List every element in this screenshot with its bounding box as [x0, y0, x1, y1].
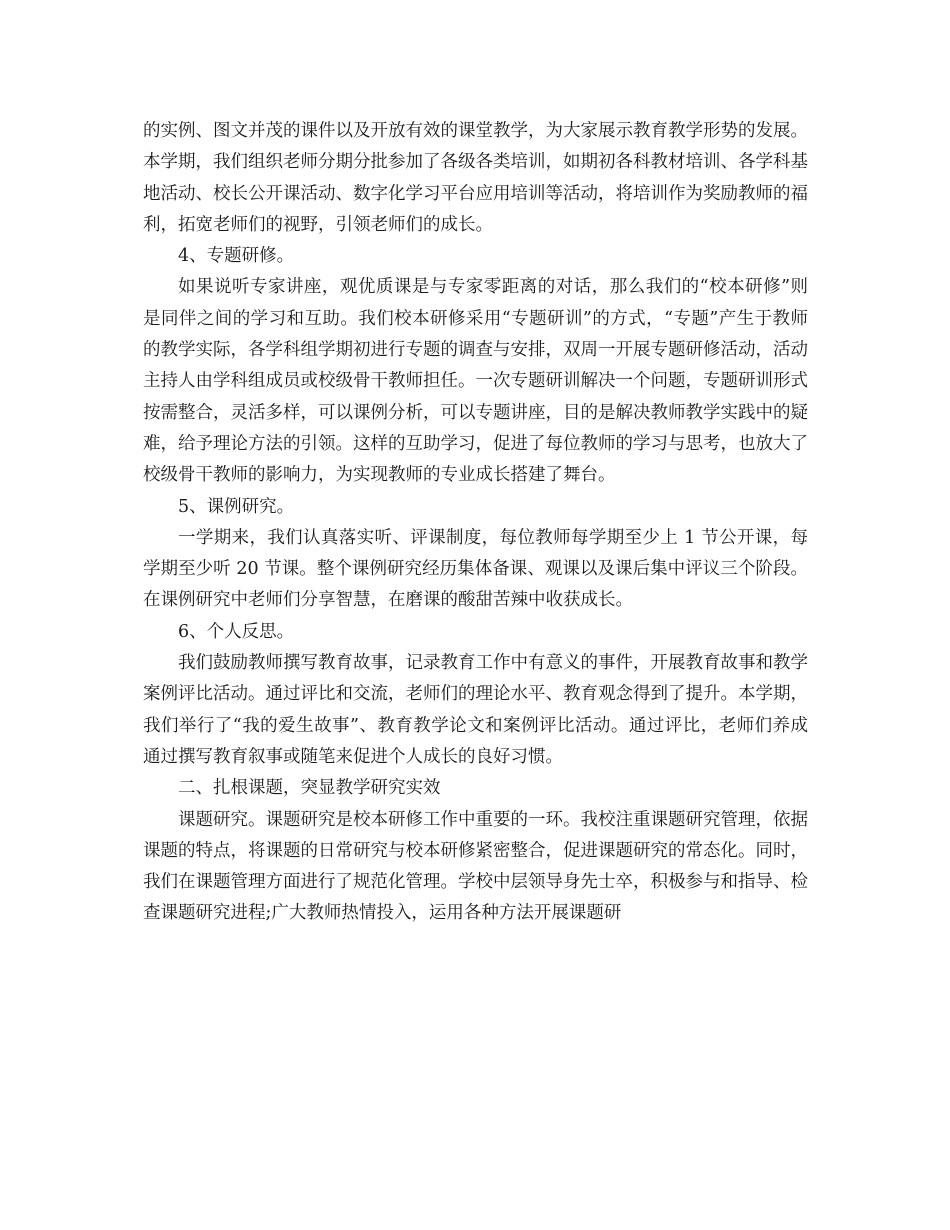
paragraph-personal-reflection: 我们鼓励教师撰写教育故事，记录教育工作中有意义的事件，开展教育故事和教学案例评比活动。通过评比和交流，老师们的理论水平、教育观念得到了提升。本学期，我们举行了“我的爱生故事”、教育教学论文和案例评比活动。通过评比，老师们养成通过撰写教育叙事或随笔来促进个人成长的良好习惯。 [143, 653, 808, 767]
paragraph-project-research: 课题研究。课题研究是校本研修工作中重要的一环。我校注重课题研究管理，依据课题的特点，将课题的日常研究与校本研修紧密整合，促进课题研究的常态化。同时，我们在课题管理方面进行了规范化管理。学校中层领导身先士卒，积极参与和指导、检查课题研究进程;广大教师热情投入，运用各种方法开展课题研 [143, 809, 808, 924]
section-heading-project-research: 二、扎根课题，突显教学研究实效 [178, 778, 441, 799]
paragraph-lesson-study: 一学期来，我们认真落实听、评课制度，每位教师每学期至少上 1 节公开课，每学期至少听 20 节课。整个课例研究经历集体备课、观课以及课后集中评议三个阶段。在课例研究中老师们分享智慧，在磨课的酸甜苦辣中收获成长。 [143, 527, 808, 611]
paragraph-topic-research: 如果说听专家讲座，观优质课是与专家零距离的对话，那么我们的“校本研修”则是同伴之间的学习和互助。我们校本研修采用“专题研训”的方式，“专题”产生于教师的教学实际，各学科组学期初进行专题的调查与安排，双周一开展专题研修活动，活动主持人由学科组成员或校级骨干教师担任。一次专题研训解决一个问题，专题研训形式按需整合，灵活多样，可以课例分析，可以专题讲座，目的是解决教师教学实践中的疑难，给予理论方法的引领。这样的互助学习，促进了每位教师的学习与思考，也放大了校级骨干教师的影响力，为实现教师的专业成长搭建了舞台。 [143, 277, 808, 486]
document-body [143, 116, 808, 930]
heading-personal-reflection: 6、个人反思。 [178, 621, 295, 642]
heading-lesson-study: 5、课例研究。 [178, 496, 295, 517]
heading-topic-research: 4、专题研修。 [178, 246, 295, 267]
paragraph-training-summary: 的实例、图文并茂的课件以及开放有效的课堂教学，为大家展示教育教学形势的发展。本学期，我们组织老师分期分批参加了各级各类培训，如期初各科教材培训、各学科基地活动、校长公开课活动、数字化学习平台应用培训等活动，将培训作为奖励教师的福利，拓宽老师们的视野，引领老师们的成长。 [143, 121, 808, 235]
